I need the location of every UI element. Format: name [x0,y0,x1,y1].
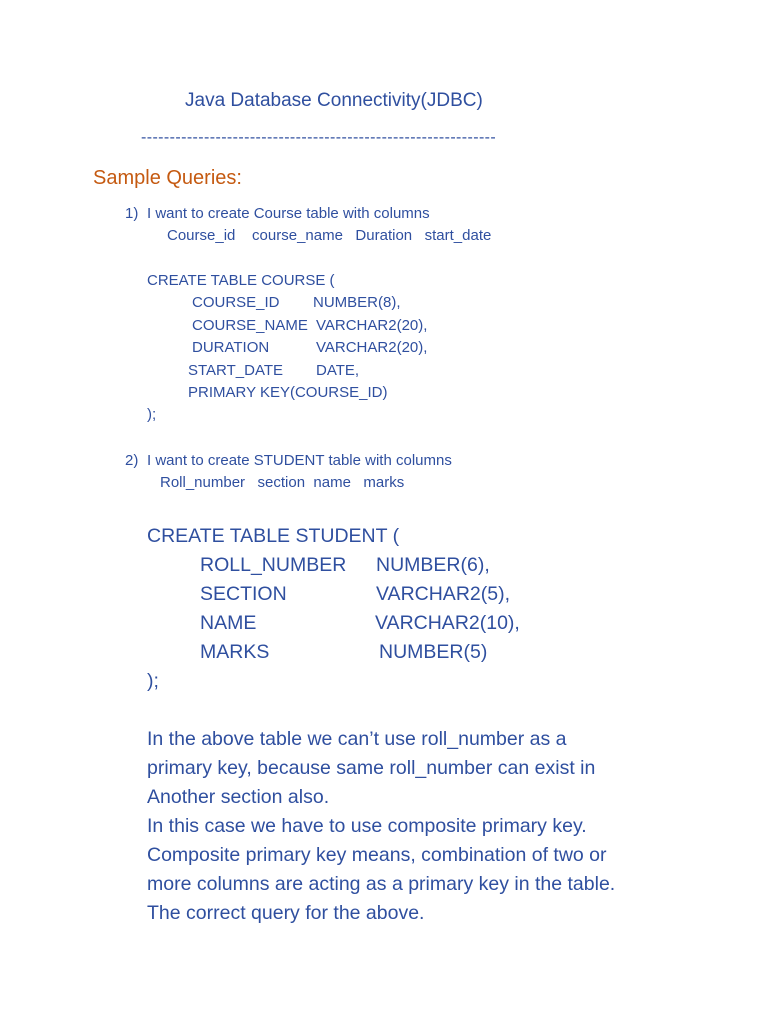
query1-columns: Course_id course_name Duration start_date [167,227,492,244]
item-number-1: 1) [125,205,139,222]
paragraph-line: In the above table we can’t use roll_number as a [147,728,567,750]
sql-field-row [147,580,567,609]
field-type: NUMBER(5) [379,641,488,663]
section-heading: Sample Queries: [93,167,242,189]
field-name: ROLL_NUMBER [200,554,347,576]
sql-field-row [147,609,567,638]
query2-prompt: I want to create STUDENT table with columns [147,452,452,469]
document-title: Java Database Connectivity(JDBC) [185,90,483,111]
paragraph-line: In this case we have to use composite primary key. [147,815,587,837]
field-type: NUMBER(6), [376,554,490,576]
field-name: COURSE_NAME [192,316,308,334]
sql-field-row [147,551,567,580]
paragraph-line: The correct query for the above. [147,902,425,924]
field-name: START_DATE [188,361,284,379]
field-name: NAME [200,612,257,634]
paragraph-line: Composite primary key means, combination of two or [147,844,607,866]
paragraph-line: primary key, because same roll_number can exist in [147,757,596,779]
paragraph-line: Another section also. [147,786,330,808]
sql-primary-key: PRIMARY KEY(COURSE_ID) [188,383,388,401]
query1-prompt: I want to create Course table with columns [147,205,430,222]
field-name: MARKS [200,641,270,663]
sql-field-row [147,360,507,382]
field-type: DATE, [316,361,360,379]
field-type: VARCHAR2(20), [316,316,428,334]
field-type: VARCHAR2(10), [375,612,520,634]
field-name: SECTION [200,583,287,605]
title-separator: -------------------------------------------------------------- [141,129,497,146]
sql-close: ); [147,670,159,692]
query2-sql [147,522,567,696]
sql-field-row [147,337,507,359]
query2-columns: Roll_number section name marks [160,474,405,491]
field-type: VARCHAR2(5), [376,583,510,605]
query1-sql [147,270,507,427]
field-name: DURATION [192,339,270,357]
explanation-paragraph [147,725,687,928]
field-type: NUMBER(8), [313,294,401,312]
sql-close: ); [147,406,157,424]
item-number-2: 2) [125,452,139,469]
paragraph-line: more columns are acting as a primary key in the table. [147,873,616,895]
sql-create-line: CREATE TABLE COURSE ( [147,272,335,289]
field-name: COURSE_ID [192,294,280,312]
sql-field-row [147,315,507,337]
sql-create-line: CREATE TABLE STUDENT ( [147,525,400,547]
sql-field-row [147,292,507,314]
field-type: VARCHAR2(20), [316,339,428,357]
sql-field-row [147,638,567,667]
